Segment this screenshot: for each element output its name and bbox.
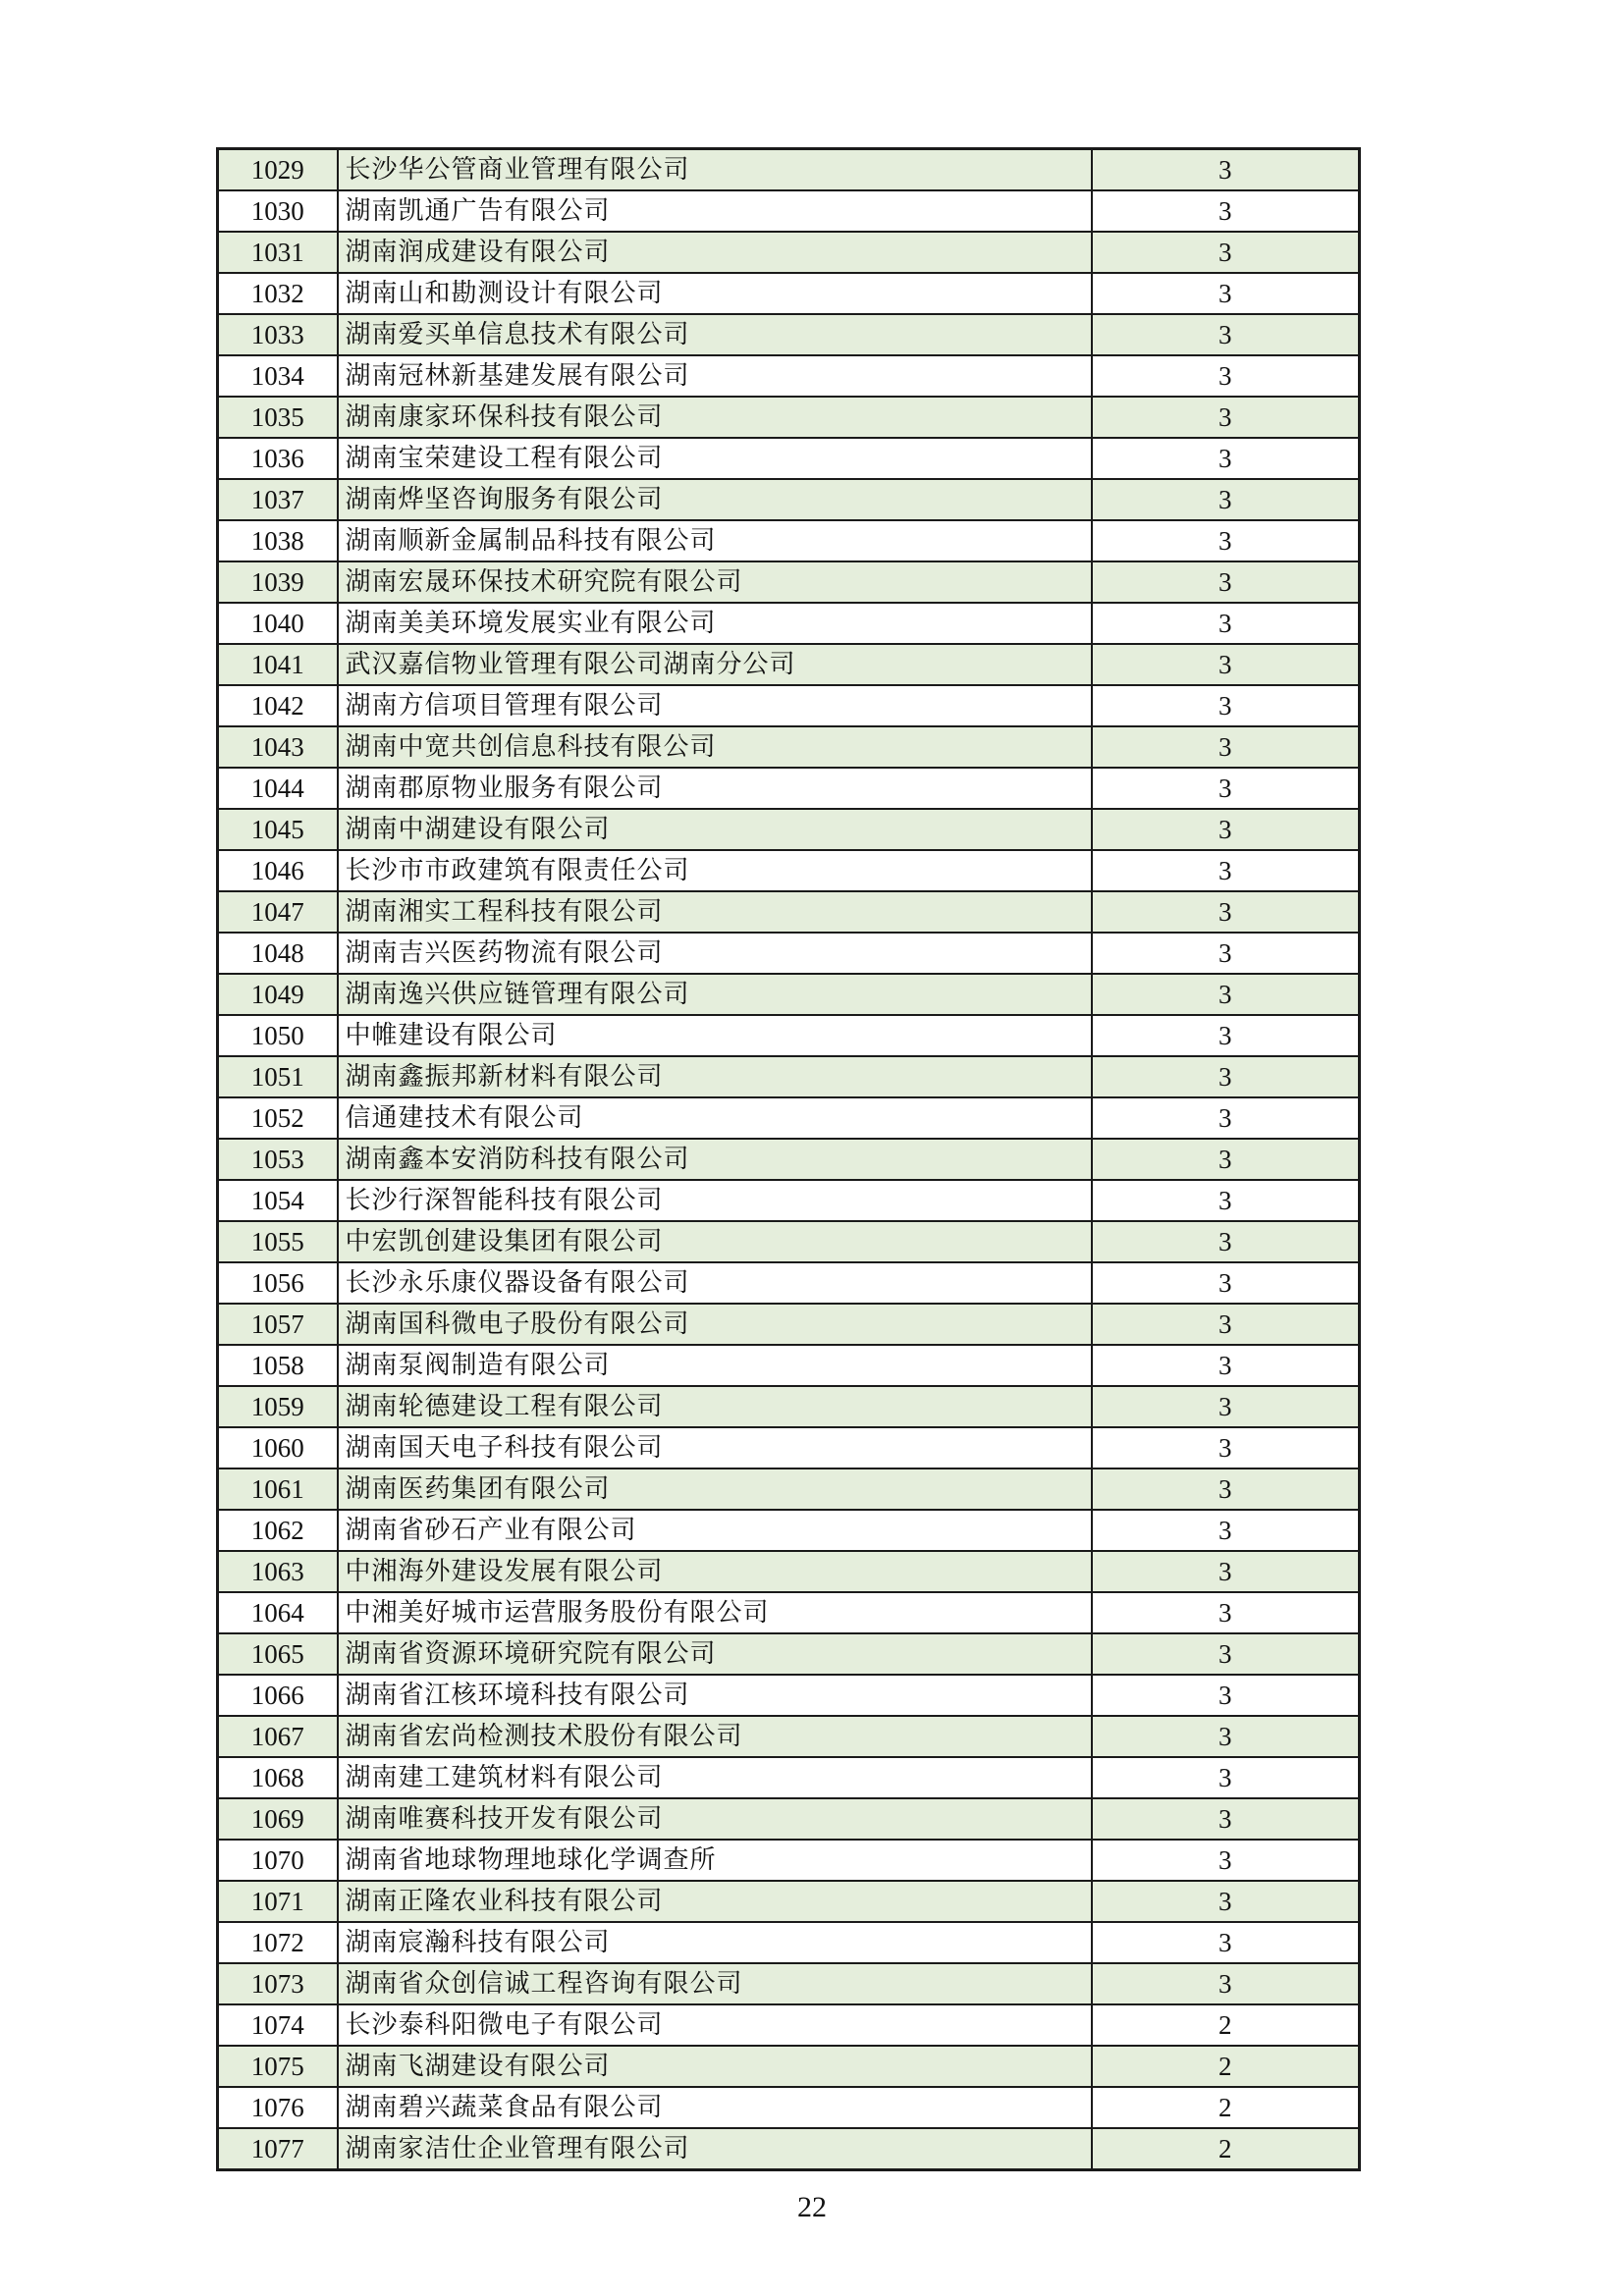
row-number: 1073 <box>218 1963 338 2004</box>
row-number: 1053 <box>218 1139 338 1180</box>
row-number: 1069 <box>218 1798 338 1840</box>
score-value: 3 <box>1092 685 1360 726</box>
table-row <box>218 314 1360 355</box>
table-row <box>218 1716 1360 1757</box>
row-number: 1057 <box>218 1304 338 1345</box>
row-number: 1060 <box>218 1427 338 1468</box>
row-number: 1050 <box>218 1015 338 1056</box>
company-name: 湖南宝荣建设工程有限公司 <box>338 438 1092 479</box>
company-name: 湖南美美环境发展实业有限公司 <box>338 603 1092 644</box>
row-number: 1035 <box>218 397 338 438</box>
company-name: 湖南唯赛科技开发有限公司 <box>338 1798 1092 1840</box>
company-name: 湖南省砂石产业有限公司 <box>338 1510 1092 1551</box>
score-value: 2 <box>1092 2087 1360 2128</box>
row-number: 1031 <box>218 232 338 273</box>
company-name: 湖南爱买单信息技术有限公司 <box>338 314 1092 355</box>
company-name: 湖南逸兴供应链管理有限公司 <box>338 974 1092 1015</box>
row-number: 1065 <box>218 1633 338 1675</box>
score-value: 3 <box>1092 726 1360 768</box>
company-name: 信通建技术有限公司 <box>338 1097 1092 1139</box>
row-number: 1056 <box>218 1262 338 1304</box>
row-number: 1059 <box>218 1386 338 1427</box>
row-number: 1054 <box>218 1180 338 1221</box>
score-value: 3 <box>1092 314 1360 355</box>
row-number: 1051 <box>218 1056 338 1097</box>
company-name: 湖南国天电子科技有限公司 <box>338 1427 1092 1468</box>
table-row <box>218 1015 1360 1056</box>
table-row <box>218 561 1360 603</box>
table-row <box>218 438 1360 479</box>
row-number: 1049 <box>218 974 338 1015</box>
company-name: 湖南家洁仕企业管理有限公司 <box>338 2128 1092 2170</box>
score-value: 3 <box>1092 1633 1360 1675</box>
company-name: 湖南湘实工程科技有限公司 <box>338 891 1092 933</box>
score-value: 3 <box>1092 1139 1360 1180</box>
company-name: 中湘美好城市运营服务股份有限公司 <box>338 1592 1092 1633</box>
table-row <box>218 1056 1360 1097</box>
table-row <box>218 1510 1360 1551</box>
score-value: 3 <box>1092 1675 1360 1716</box>
company-name: 湖南鑫振邦新材料有限公司 <box>338 1056 1092 1097</box>
company-name: 中湘海外建设发展有限公司 <box>338 1551 1092 1592</box>
row-number: 1041 <box>218 644 338 685</box>
table-row <box>218 397 1360 438</box>
company-name: 湖南康家环保科技有限公司 <box>338 397 1092 438</box>
row-number: 1076 <box>218 2087 338 2128</box>
table-row <box>218 603 1360 644</box>
score-value: 3 <box>1092 355 1360 397</box>
row-number: 1061 <box>218 1468 338 1510</box>
score-value: 3 <box>1092 561 1360 603</box>
score-value: 3 <box>1092 891 1360 933</box>
score-value: 3 <box>1092 1592 1360 1633</box>
score-value: 2 <box>1092 2046 1360 2087</box>
score-value: 3 <box>1092 479 1360 520</box>
row-number: 1030 <box>218 190 338 232</box>
table-row <box>218 2046 1360 2087</box>
score-value: 3 <box>1092 1468 1360 1510</box>
row-number: 1034 <box>218 355 338 397</box>
row-number: 1055 <box>218 1221 338 1262</box>
score-value: 3 <box>1092 644 1360 685</box>
score-value: 3 <box>1092 1922 1360 1963</box>
row-number: 1037 <box>218 479 338 520</box>
score-value: 2 <box>1092 2128 1360 2170</box>
table-row <box>218 891 1360 933</box>
table-row <box>218 1386 1360 1427</box>
table-row <box>218 273 1360 314</box>
score-value: 3 <box>1092 397 1360 438</box>
score-value: 3 <box>1092 1015 1360 1056</box>
company-name: 湖南鑫本安消防科技有限公司 <box>338 1139 1092 1180</box>
company-name: 长沙市市政建筑有限责任公司 <box>338 850 1092 891</box>
score-value: 3 <box>1092 1551 1360 1592</box>
table-row <box>218 850 1360 891</box>
company-name: 长沙华公管商业管理有限公司 <box>338 149 1092 191</box>
company-name: 中宏凯创建设集团有限公司 <box>338 1221 1092 1262</box>
row-number: 1042 <box>218 685 338 726</box>
row-number: 1063 <box>218 1551 338 1592</box>
score-value: 3 <box>1092 149 1360 191</box>
row-number: 1048 <box>218 933 338 974</box>
score-value: 3 <box>1092 1304 1360 1345</box>
company-name: 湖南宸瀚科技有限公司 <box>338 1922 1092 1963</box>
score-value: 3 <box>1092 1262 1360 1304</box>
table-row <box>218 768 1360 809</box>
row-number: 1071 <box>218 1881 338 1922</box>
page-number: 22 <box>797 2191 827 2223</box>
table-row <box>218 1427 1360 1468</box>
company-name: 长沙泰科阳微电子有限公司 <box>338 2004 1092 2046</box>
table-row <box>218 1097 1360 1139</box>
score-value: 3 <box>1092 1097 1360 1139</box>
row-number: 1032 <box>218 273 338 314</box>
score-value: 3 <box>1092 933 1360 974</box>
company-name: 湖南润成建设有限公司 <box>338 232 1092 273</box>
table-row <box>218 1757 1360 1798</box>
company-name: 湖南省资源环境研究院有限公司 <box>338 1633 1092 1675</box>
company-name: 湖南泵阀制造有限公司 <box>338 1345 1092 1386</box>
score-value: 3 <box>1092 768 1360 809</box>
company-name: 湖南轮德建设工程有限公司 <box>338 1386 1092 1427</box>
row-number: 1075 <box>218 2046 338 2087</box>
table-row <box>218 1304 1360 1345</box>
row-number: 1070 <box>218 1840 338 1881</box>
score-value: 3 <box>1092 232 1360 273</box>
score-value: 3 <box>1092 1881 1360 1922</box>
score-value: 3 <box>1092 1963 1360 2004</box>
company-name: 湖南省江核环境科技有限公司 <box>338 1675 1092 1716</box>
company-name: 湖南宏晟环保技术研究院有限公司 <box>338 561 1092 603</box>
score-value: 2 <box>1092 2004 1360 2046</box>
score-value: 3 <box>1092 1840 1360 1881</box>
row-number: 1074 <box>218 2004 338 2046</box>
company-name: 湖南正隆农业科技有限公司 <box>338 1881 1092 1922</box>
table-row <box>218 1262 1360 1304</box>
score-value: 3 <box>1092 1386 1360 1427</box>
score-value: 3 <box>1092 809 1360 850</box>
company-name: 湖南凯通广告有限公司 <box>338 190 1092 232</box>
table-row <box>218 809 1360 850</box>
score-value: 3 <box>1092 1510 1360 1551</box>
row-number: 1067 <box>218 1716 338 1757</box>
table-row <box>218 149 1360 191</box>
row-number: 1033 <box>218 314 338 355</box>
table-body <box>218 149 1360 2170</box>
table-row <box>218 520 1360 561</box>
score-value: 3 <box>1092 603 1360 644</box>
company-name: 长沙永乐康仪器设备有限公司 <box>338 1262 1092 1304</box>
company-name: 湖南顺新金属制品科技有限公司 <box>338 520 1092 561</box>
table-row <box>218 1963 1360 2004</box>
company-name: 湖南建工建筑材料有限公司 <box>338 1757 1092 1798</box>
table-row <box>218 1675 1360 1716</box>
company-name: 中帷建设有限公司 <box>338 1015 1092 1056</box>
row-number: 1046 <box>218 850 338 891</box>
row-number: 1043 <box>218 726 338 768</box>
row-number: 1077 <box>218 2128 338 2170</box>
table-row <box>218 1551 1360 1592</box>
table-row <box>218 1468 1360 1510</box>
score-value: 3 <box>1092 1180 1360 1221</box>
table-row <box>218 1881 1360 1922</box>
company-name: 湖南中宽共创信息科技有限公司 <box>338 726 1092 768</box>
row-number: 1029 <box>218 149 338 191</box>
table-row <box>218 1922 1360 1963</box>
row-number: 1066 <box>218 1675 338 1716</box>
row-number: 1047 <box>218 891 338 933</box>
company-name: 湖南郡原物业服务有限公司 <box>338 768 1092 809</box>
company-name: 湖南省众创信诚工程咨询有限公司 <box>338 1963 1092 2004</box>
company-name: 湖南省地球物理地球化学调查所 <box>338 1840 1092 1881</box>
table-row <box>218 1840 1360 1881</box>
score-value: 3 <box>1092 1427 1360 1468</box>
row-number: 1068 <box>218 1757 338 1798</box>
table-row <box>218 685 1360 726</box>
table-row <box>218 726 1360 768</box>
company-name: 湖南国科微电子股份有限公司 <box>338 1304 1092 1345</box>
table-row <box>218 2087 1360 2128</box>
score-value: 3 <box>1092 438 1360 479</box>
row-number: 1064 <box>218 1592 338 1633</box>
row-number: 1038 <box>218 520 338 561</box>
score-value: 3 <box>1092 1716 1360 1757</box>
company-name: 武汉嘉信物业管理有限公司湖南分公司 <box>338 644 1092 685</box>
score-value: 3 <box>1092 273 1360 314</box>
row-number: 1036 <box>218 438 338 479</box>
row-number: 1045 <box>218 809 338 850</box>
company-name: 湖南烨坚咨询服务有限公司 <box>338 479 1092 520</box>
table-row <box>218 190 1360 232</box>
table-row <box>218 933 1360 974</box>
table-row <box>218 1592 1360 1633</box>
score-value: 3 <box>1092 520 1360 561</box>
company-name: 湖南省宏尚检测技术股份有限公司 <box>338 1716 1092 1757</box>
score-value: 3 <box>1092 974 1360 1015</box>
row-number: 1072 <box>218 1922 338 1963</box>
row-number: 1062 <box>218 1510 338 1551</box>
row-number: 1040 <box>218 603 338 644</box>
table-row <box>218 1139 1360 1180</box>
company-name: 湖南医药集团有限公司 <box>338 1468 1092 1510</box>
table-row <box>218 2128 1360 2170</box>
company-name: 湖南中湖建设有限公司 <box>338 809 1092 850</box>
table-row <box>218 2004 1360 2046</box>
company-list-table <box>216 147 1361 2171</box>
table-row <box>218 644 1360 685</box>
score-value: 3 <box>1092 1221 1360 1262</box>
company-name: 湖南山和勘测设计有限公司 <box>338 273 1092 314</box>
table-row <box>218 1345 1360 1386</box>
company-name: 湖南吉兴医药物流有限公司 <box>338 933 1092 974</box>
row-number: 1052 <box>218 1097 338 1139</box>
row-number: 1058 <box>218 1345 338 1386</box>
company-name: 湖南冠林新基建发展有限公司 <box>338 355 1092 397</box>
table-row <box>218 1221 1360 1262</box>
company-name: 长沙行深智能科技有限公司 <box>338 1180 1092 1221</box>
score-value: 3 <box>1092 1757 1360 1798</box>
score-value: 3 <box>1092 1345 1360 1386</box>
table-row <box>218 1798 1360 1840</box>
table-row <box>218 974 1360 1015</box>
score-value: 3 <box>1092 850 1360 891</box>
table-row <box>218 1633 1360 1675</box>
score-value: 3 <box>1092 190 1360 232</box>
company-name: 湖南飞湖建设有限公司 <box>338 2046 1092 2087</box>
table-row <box>218 479 1360 520</box>
score-value: 3 <box>1092 1798 1360 1840</box>
table-row <box>218 355 1360 397</box>
score-value: 3 <box>1092 1056 1360 1097</box>
company-name: 湖南方信项目管理有限公司 <box>338 685 1092 726</box>
row-number: 1039 <box>218 561 338 603</box>
company-name: 湖南碧兴蔬菜食品有限公司 <box>338 2087 1092 2128</box>
table-row <box>218 1180 1360 1221</box>
table-row <box>218 232 1360 273</box>
row-number: 1044 <box>218 768 338 809</box>
